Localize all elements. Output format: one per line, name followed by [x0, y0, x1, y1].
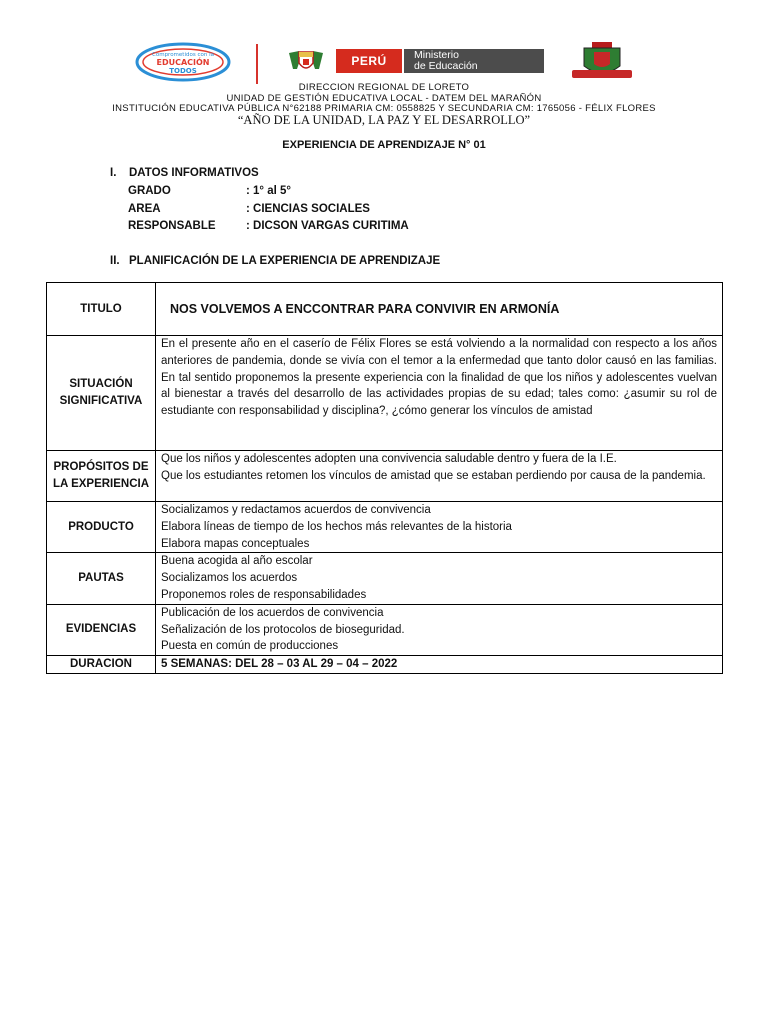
info-key: AREA	[128, 203, 161, 215]
section-2-heading	[110, 255, 440, 267]
education-campaign-logo	[134, 42, 232, 82]
proposito-item: Que los estudiantes retomen los vínculos de amistad que se estaban perdiendo por causa de la pandemia.	[161, 469, 706, 482]
planning-table	[46, 282, 723, 674]
duracion-value: 5 SEMANAS: DEL 28 – 03 AL 29 – 04 – 2022	[156, 656, 723, 674]
titulo-key: TITULO	[47, 283, 156, 336]
section-2-title: PLANIFICACIÓN DE LA EXPERIENCIA DE APRENDIZAJE	[129, 255, 441, 267]
info-row-responsable	[128, 220, 409, 232]
section-1-title: DATOS INFORMATIVOS	[129, 167, 259, 179]
institution-line-1: DIRECCION REGIONAL DE LORETO	[298, 82, 470, 93]
situacion-key-line-2: SIGNIFICATIVA	[59, 395, 143, 407]
situacion-key-line-1: SITUACIÓN	[69, 378, 133, 390]
producto-item: Elabora líneas de tiempo de los hechos más relevantes de la historia	[161, 520, 512, 533]
situacion-key	[47, 336, 156, 451]
table-row-pautas	[47, 553, 723, 604]
table-row-propositos	[47, 451, 723, 502]
ministry-line-2: de Educación	[414, 60, 478, 72]
evidencias-value	[156, 604, 723, 655]
year-motto: “AÑO DE LA UNIDAD, LA PAZ Y EL DESARROLLO”	[237, 113, 531, 127]
section-1-number: I.	[110, 167, 117, 179]
school-logo-icon	[570, 40, 634, 82]
info-row-area	[128, 203, 370, 215]
evidencia-item: Publicación de los acuerdos de convivencia	[161, 606, 384, 619]
evidencia-item: Señalización de los protocolos de bioseguridad.	[161, 623, 405, 636]
document-title: EXPERIENCIA DE APRENDIZAJE N° 01	[282, 139, 486, 151]
header-logos	[0, 38, 768, 88]
propositos-key	[47, 451, 156, 502]
table-row-producto	[47, 502, 723, 553]
ministry-line-1: Ministerio	[414, 49, 459, 61]
info-value: : 1° al 5°	[246, 185, 291, 197]
pautas-value	[156, 553, 723, 604]
header-divider	[256, 44, 258, 84]
situacion-value: En el presente año en el caserío de Félix Flores se está volviendo a la normalidad con respecto a los años anteriores de pandemia, donde se vivía con el temor a la enfermedad que tanto dolor causó en las familias. En tal sentido proponemos la presente experiencia con la finalidad de que los niños y adolescentes vuelvan al bienestar a través del desarrollo de las actividades propias de su edad; tales como: ¿asumir su rol de estudiante con responsabilidad y disciplina?, ¿cómo generar los vínculos de amistad	[156, 336, 723, 451]
ministry-label	[404, 49, 544, 73]
producto-item: Socializamos y redactamos acuerdos de convivencia	[161, 504, 431, 516]
producto-item: Elabora mapas conceptuales	[161, 537, 310, 550]
info-row-grado	[128, 185, 291, 197]
evidencias-key: EVIDENCIAS	[47, 604, 156, 655]
section-1-heading	[110, 167, 259, 179]
info-value: : DICSON VARGAS CURITIMA	[246, 220, 409, 232]
pautas-key: PAUTAS	[47, 553, 156, 604]
svg-text:Comprometidos con la: Comprometidos con la	[152, 52, 214, 58]
propositos-key-line-2: LA EXPERIENCIA	[52, 478, 150, 490]
pauta-item: Buena acogida al año escolar	[161, 555, 313, 568]
propositos-key-line-1: PROPÓSITOS DE	[53, 461, 149, 473]
section-2-number: II.	[110, 255, 120, 267]
table-row-situacion	[47, 336, 723, 451]
producto-key: PRODUCTO	[47, 502, 156, 553]
table-row-evidencias	[47, 604, 723, 655]
evidencia-item: Puesta en común de producciones	[161, 640, 339, 653]
peru-coat-of-arms-icon	[285, 49, 327, 75]
svg-text:EDUCACIÓN: EDUCACIÓN	[156, 58, 210, 67]
info-key: RESPONSABLE	[128, 220, 216, 232]
info-key: GRADO	[128, 185, 171, 197]
propositos-value	[156, 451, 723, 502]
pauta-item: Socializamos los acuerdos	[161, 572, 298, 585]
table-row-duracion	[47, 656, 723, 674]
peru-label: PERÚ	[336, 49, 402, 73]
info-value: : CIENCIAS SOCIALES	[246, 203, 370, 215]
titulo-value: NOS VOLVEMOS A ENCCONTRAR PARA CONVIVIR EN ARMONÍA	[156, 283, 723, 336]
institution-line-3: INSTITUCIÓN EDUCATIVA PÚBLICA N°62188 PRIMARIA CM: 0558825 Y SECUNDARIA CM: 1765056 - FÉLIX FLORES	[112, 103, 656, 114]
producto-value	[156, 502, 723, 553]
institution-line-2: UNIDAD DE GESTIÓN EDUCATIVA LOCAL - DATEM DEL MARAÑÓN	[226, 93, 542, 104]
svg-text:TODOS: TODOS	[169, 67, 197, 75]
proposito-item: Que los niños y adolescentes adopten una convivencia saludable dentro y fuera de la I.E.	[161, 453, 617, 465]
pauta-item: Proponemos roles de responsabilidades	[161, 588, 367, 601]
table-row-titulo	[47, 283, 723, 336]
duracion-key: DURACION	[47, 656, 156, 674]
